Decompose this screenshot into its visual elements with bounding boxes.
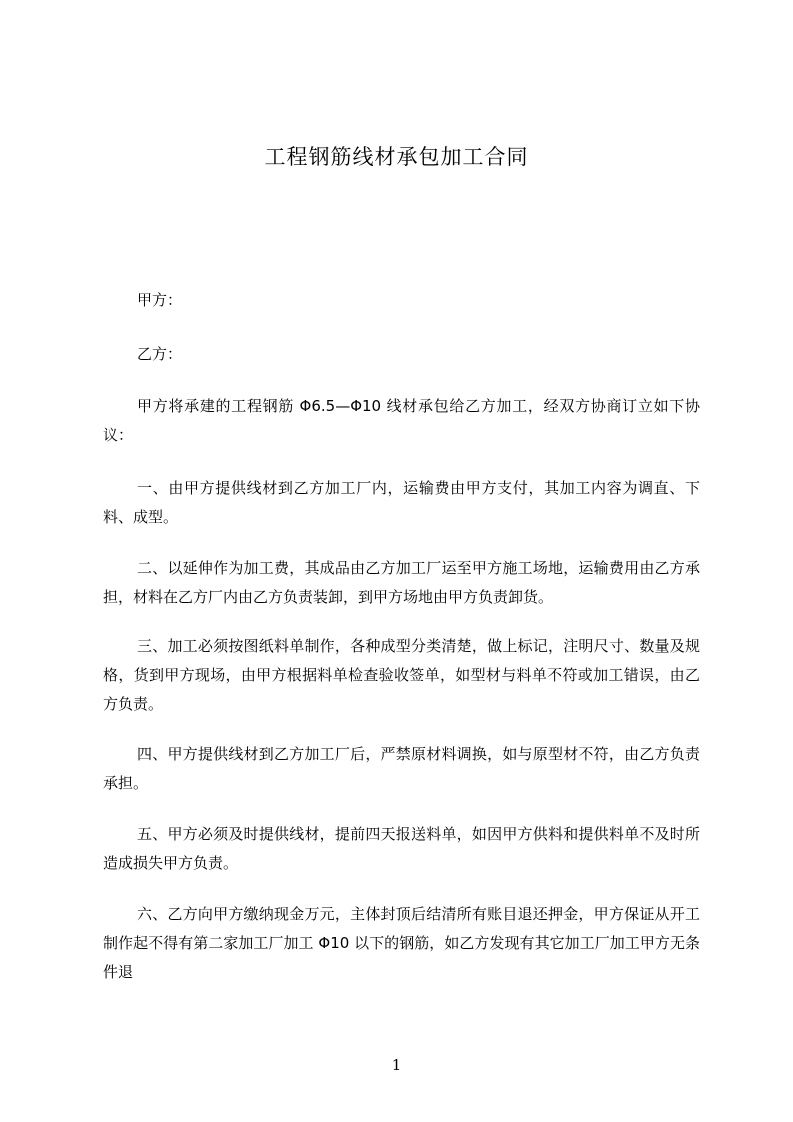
clause-5: 五、甲方必须及时提供线材，提前四天报送料单，如因甲方供料和提供料单不及时所造成损失甲方负责。	[103, 825, 700, 872]
clause-6: 六、乙方向甲方缴纳现金万元，主体封顶后结清所有账目退还押金，甲方保证从开工制作起不得有第二家加工厂加工 Φ10 以下的钢筋，如乙方发现有其它加工厂加工甲方无条件退	[103, 905, 700, 981]
clause-1: 一、由甲方提供线材到乙方加工厂内，运输费由甲方支付，其加工内容为调直、下料、成型。	[103, 479, 700, 526]
page-number: 1	[391, 1056, 402, 1074]
clause-4: 四、甲方提供线材到乙方加工厂后，严禁原材料调换，如与原型材不符，由乙方负责承担。	[103, 745, 700, 792]
party-b-label: 乙方：	[137, 345, 183, 363]
clause-2: 二、以延伸作为加工费，其成品由乙方加工厂运至甲方施工场地，运输费用由乙方承担，材料在乙方厂内由乙方负责装卸，到甲方场地由甲方负责卸货。	[103, 559, 700, 606]
party-a-label: 甲方：	[137, 291, 183, 309]
intro-paragraph: 甲方将承建的工程钢筋 Φ6.5—Φ10 线材承包给乙方加工，经双方协商订立如下协议：	[103, 397, 700, 444]
clause-3: 三、加工必须按图纸料单制作，各种成型分类清楚，做上标记，注明尺寸、数量及规格，货到甲方现场，由甲方根据料单检查验收签单，如型材与料单不符或加工错误，由乙方负责。	[103, 637, 700, 713]
document-title: 工程钢筋线材承包加工合同	[264, 145, 529, 169]
